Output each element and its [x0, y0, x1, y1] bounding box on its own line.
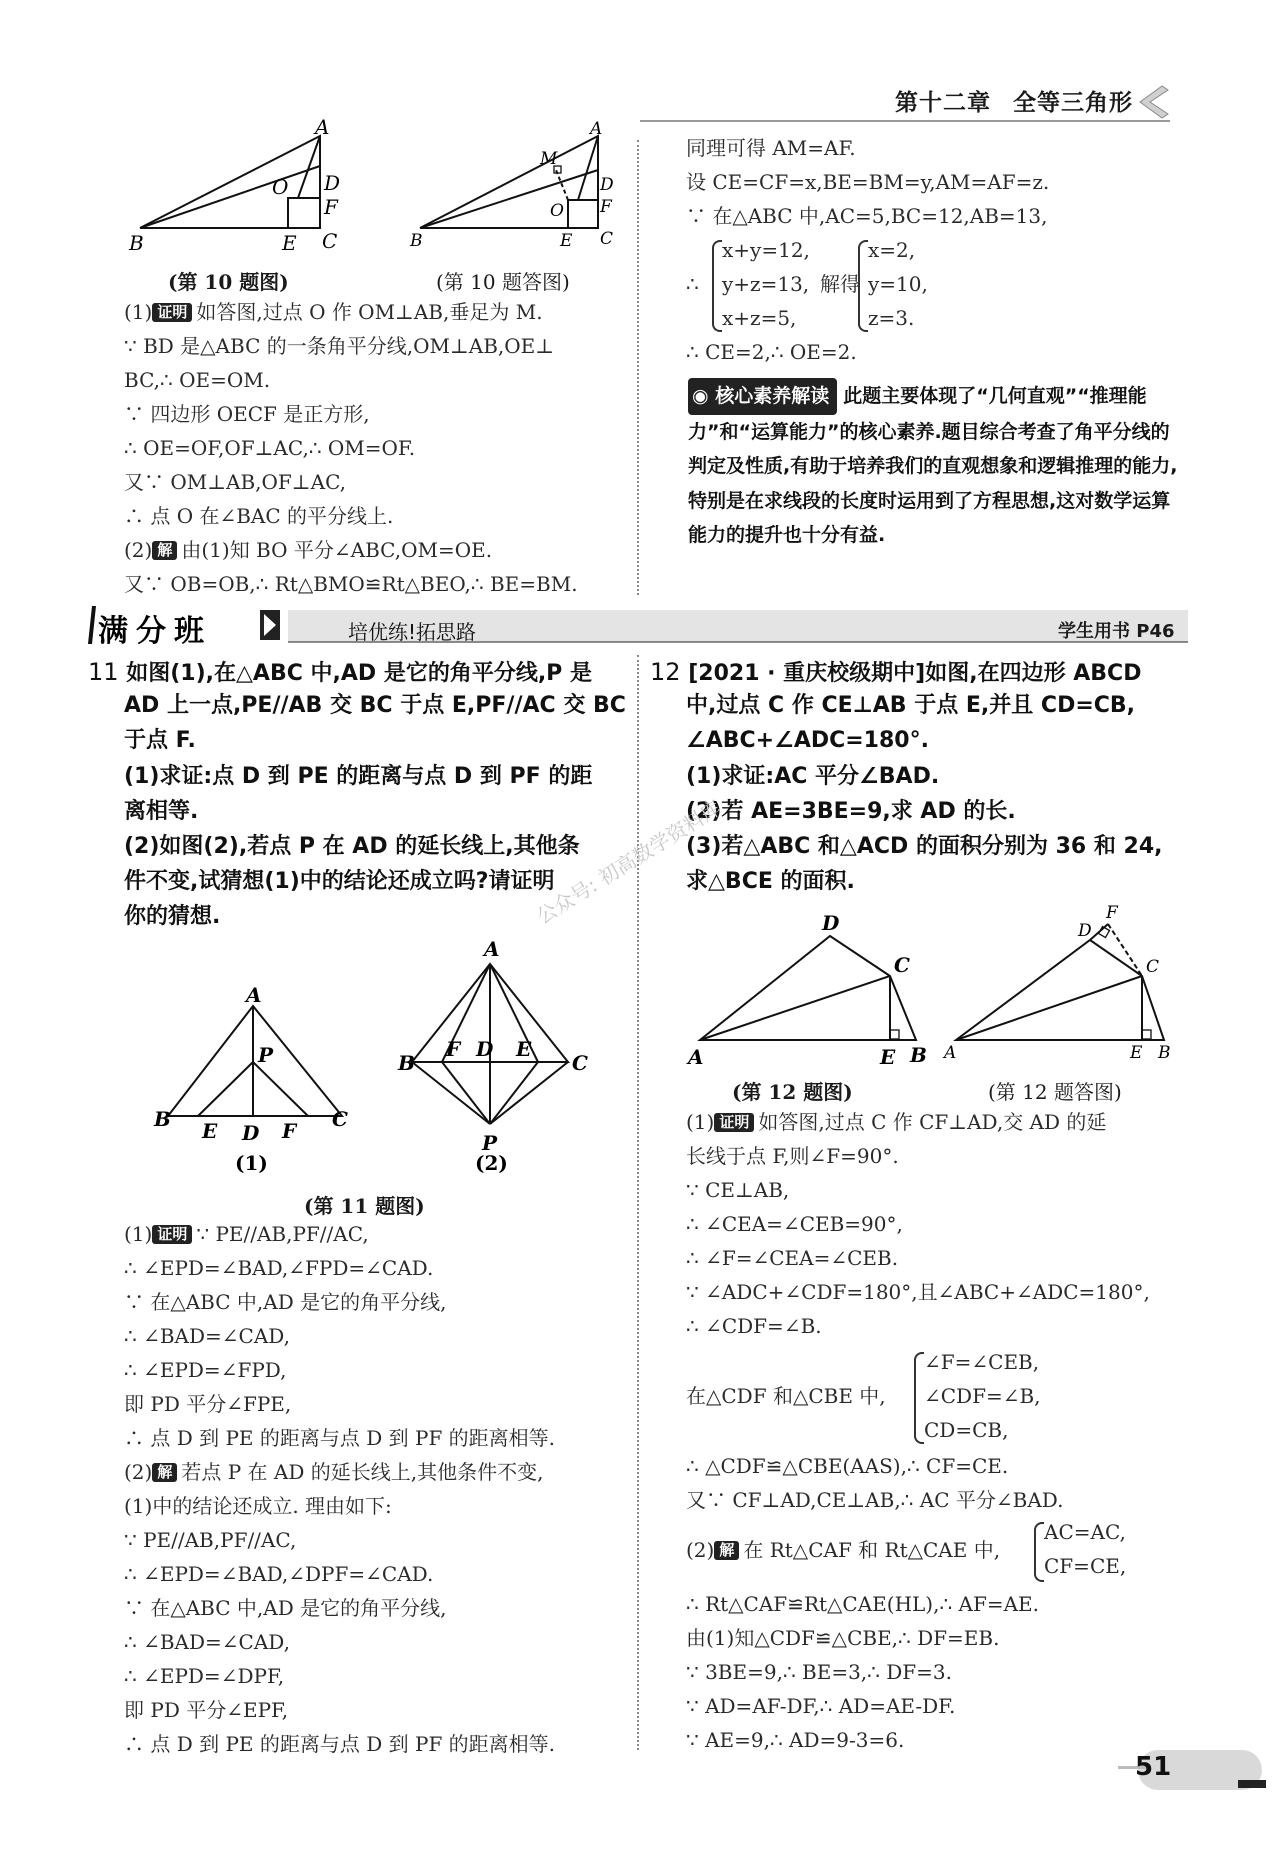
q12-part2-prefix: (2) 解 在 Rt△CAF 和 Rt△CAE 中, [686, 1538, 1001, 1562]
chapter-header [895, 84, 1133, 117]
f11-label-e: E [202, 1119, 218, 1143]
q12-sol-14: ∵ AE=9,∴ AD=9-3=6. [686, 1728, 905, 1752]
q12-sol-5: ∴ ∠F=∠CEA=∠CEB. [686, 1246, 899, 1270]
q12-line-3: ∠ABC+∠ADC=180°. [686, 728, 929, 753]
q10r-system-prefix: ∴ [686, 272, 699, 296]
q10-line-7: ∴ 点 O 在∠BAC 的平分线上. [124, 504, 394, 528]
q11-line-6: (2)如图(2),若点 P 在 AD 的延长线上,其他条 [124, 834, 580, 859]
fig11-sub2: (2) [475, 1151, 508, 1175]
f11-label-c: C [332, 1107, 348, 1131]
label-c: C [322, 229, 338, 253]
q11-line-2: AD 上一点,PE//AB 交 BC 于点 E,PF//AC 交 BC [124, 693, 626, 718]
q10r-line-2: 设 CE=CF=x,BE=BM=y,AM=AF=z. [686, 170, 1050, 194]
proof-tag: 证明 [152, 303, 192, 322]
q11-sol-9: (1)中的结论还成立. 理由如下: [124, 1494, 392, 1518]
header-rule [640, 120, 1170, 122]
q10r-res-3: z=3. [868, 306, 915, 330]
ans-label-e: E [560, 231, 573, 251]
q11-sol-3: ∵ 在△ABC 中,AD 是它的角平分线, [124, 1290, 447, 1314]
f11b-label-p: P [482, 1131, 498, 1155]
chapter-number: 第十二章 [895, 90, 991, 116]
f12b-label-b: B [1158, 1043, 1171, 1063]
q11-sol-5: ∴ ∠EPD=∠FPD, [124, 1358, 287, 1382]
label-f: F [324, 195, 338, 219]
label-o: O [272, 175, 289, 199]
f12-label-c: C [894, 953, 910, 977]
q10r-sys-2: y+z=13, [722, 272, 810, 296]
fig12-answer-caption: (第 12 题答图) [988, 1080, 1122, 1104]
q10-line-9: 又∵ OB=OB,∴ Rt△BMO≌Rt△BEO,∴ BE=BM. [124, 572, 578, 596]
fig10-caption: (第 10 题图) [168, 270, 289, 294]
ans-label-a: A [590, 119, 603, 139]
q12-cong-1: ∠F=∠CEB, [924, 1350, 1040, 1374]
q12-line-5: (2)若 AE=3BE=9,求 AD 的长. [686, 799, 1016, 824]
figure-12 [680, 900, 1190, 1070]
fig11-caption: (第 11 题图) [304, 1194, 425, 1218]
label-a: A [315, 115, 330, 139]
ans-label-b: B [410, 231, 423, 251]
solve-tag: 解 [152, 541, 177, 560]
fig11-sub1: (1) [235, 1151, 268, 1175]
q11-sol-7: ∴ 点 D 到 PE 的距离与点 D 到 PF 的距离相等. [124, 1426, 556, 1450]
label-e: E [282, 231, 297, 255]
q11-sol-11: ∴ ∠EPD=∠BAD,∠DPF=∠CAD. [124, 1562, 434, 1586]
f11-label-p: P [258, 1043, 274, 1067]
right-brace [858, 240, 868, 332]
q10-line-5: ∴ OE=OF,OF⊥AC,∴ OM=OF. [124, 436, 416, 460]
q12-sol-10: ∴ Rt△CAF≌Rt△CAE(HL),∴ AF=AE. [686, 1592, 1040, 1616]
q11-sol-8: (2) 解 若点 P 在 AD 的延长线上,其他条件不变, [124, 1460, 544, 1484]
q11-line-4: (1)求证:点 D 到 PE 的距离与点 D 到 PF 的距 [124, 764, 593, 789]
f11b-label-d: D [476, 1037, 494, 1061]
q12-congruence-prefix: 在△CDF 和△CBE 中, [686, 1384, 886, 1408]
congruence-brace [914, 1352, 924, 1444]
chevron-left-icon [1132, 82, 1172, 122]
core-literacy-text: 此题主要体现了“几何直观”“推理能力”和“运算能力”的核心素养.题目综合考查了角平分线的判定及性质,有助于培养我们的直观想象和逻辑推理的能力,特别是在求线段的长度时运用到了方程思想,这对数学运算能力的提升也十分有益. [688, 385, 1178, 546]
f11b-label-c: C [572, 1051, 588, 1075]
part2-brace [1034, 1522, 1044, 1582]
f12b-label-a: A [944, 1043, 957, 1063]
fig10-answer-caption: (第 10 题答图) [436, 270, 570, 294]
f11-label-d: D [242, 1121, 260, 1145]
q10r-final: ∴ CE=2,∴ OE=2. [686, 340, 857, 364]
q10-line-3: BC,∴ OE=OM. [124, 368, 271, 392]
q12-sol-6: ∵ ∠ADC+∠CDF=180°,且∠ABC+∠ADC=180°, [686, 1280, 1150, 1304]
q12-line-2: 中,过点 C 作 CE⊥AB 于点 E,并且 CD=CB, [686, 693, 1136, 718]
q10r-line-3: ∵ 在△ABC 中,AC=5,BC=12,AB=13, [686, 204, 1048, 228]
q10r-res-1: x=2, [868, 238, 916, 262]
page-number: 51 [1135, 1752, 1172, 1782]
f12-label-a: A [688, 1045, 704, 1069]
q12-line-7: 求△BCE 的面积. [686, 869, 855, 894]
chapter-title: 全等三角形 [1013, 90, 1133, 116]
ans-label-m: M [540, 149, 558, 169]
section-subtitle: 培优练!拓思路 [348, 620, 477, 644]
f12-label-d: D [822, 911, 840, 935]
q12-sol-3: ∵ CE⊥AB, [686, 1178, 790, 1202]
watermark: 公众号: 初高数学资料库 [532, 795, 726, 929]
label-d: D [324, 171, 341, 195]
f11b-label-a: A [484, 937, 500, 961]
f11-label-b: B [154, 1107, 171, 1131]
ans-label-o: O [550, 201, 564, 221]
f12-label-b: B [910, 1043, 927, 1067]
q11-line-5: 离相等. [124, 799, 199, 824]
q12-sol-8: ∴ △CDF≌△CBE(AAS),∴ CF=CE. [686, 1454, 1009, 1478]
section-title: 满分班 [98, 614, 212, 649]
q11-line-8: 你的猜想. [124, 904, 221, 929]
q11-sol-13: ∴ ∠BAD=∠CAD, [124, 1630, 290, 1654]
q10-line-6: 又∵ OM⊥AB,OF⊥AC, [124, 470, 347, 494]
q12-p2-sys-1: AC=AC, [1044, 1520, 1126, 1544]
q10r-line-1: 同理可得 AM=AF. [686, 136, 856, 160]
fig12-caption: (第 12 题图) [732, 1080, 853, 1104]
f11b-label-f: F [446, 1037, 461, 1061]
q10-line-1: (1) 证明 如答图,过点 O 作 OM⊥AB,垂足为 M. [124, 300, 543, 324]
f11b-label-b: B [398, 1051, 415, 1075]
q10r-sys-3: x+z=5, [722, 306, 797, 330]
core-literacy-tag: ◉ 核心素养解读 [688, 378, 837, 415]
q11-line-7: 件不变,试猜想(1)中的结论还成立吗?请证明 [124, 869, 555, 894]
f12-label-e: E [880, 1045, 896, 1069]
q10r-system-mid: 解得 [820, 272, 860, 296]
f12b-label-c: C [1146, 957, 1160, 977]
f11-label-f: F [282, 1119, 297, 1143]
f11-label-a: A [246, 983, 262, 1007]
q11-line-1: 11 如图(1),在△ABC 中,AD 是它的角平分线,P 是 [88, 658, 592, 686]
section-band [88, 604, 1188, 646]
q12-sol-7: ∴ ∠CDF=∠B. [686, 1314, 822, 1338]
ans-label-d: D [600, 175, 614, 195]
q12-sol-13: ∵ AD=AF-DF,∴ AD=AE-DF. [686, 1694, 956, 1718]
q11-sol-15: 即 PD 平分∠EPF, [124, 1698, 289, 1722]
q10-line-4: ∵ 四边形 OECF 是正方形, [124, 402, 370, 426]
f12b-label-f: F [1106, 903, 1118, 923]
q11-line-3: 于点 F. [124, 728, 196, 753]
f11b-label-e: E [516, 1037, 532, 1061]
q12-line-1: 12 [2021 · 重庆校级期中]如图,在四边形 ABCD [650, 658, 1142, 686]
q12-sol-11: 由(1)知△CDF≌△CBE,∴ DF=EB. [686, 1626, 1000, 1650]
q11-sol-10: ∵ PE//AB,PF//AC, [124, 1528, 297, 1552]
q11-sol-1: (1) 证明 ∵ PE//AB,PF//AC, [124, 1222, 369, 1246]
q12-cong-2: ∠CDF=∠B, [924, 1384, 1041, 1408]
q11-sol-16: ∴ 点 D 到 PE 的距离与点 D 到 PF 的距离相等. [124, 1732, 556, 1756]
column-divider-bottom [637, 655, 639, 1750]
q12-p2-sys-2: CF=CE, [1044, 1554, 1127, 1578]
q11-sol-12: ∵ 在△ABC 中,AD 是它的角平分线, [124, 1596, 447, 1620]
label-b: B [129, 231, 144, 255]
f12b-label-d: D [1078, 921, 1092, 941]
ans-label-c: C [600, 229, 614, 249]
q10-line-2: ∵ BD 是△ABC 的一条角平分线,OM⊥AB,OE⊥ [124, 334, 555, 358]
q12-sol-12: ∵ 3BE=9,∴ BE=3,∴ DF=3. [686, 1660, 952, 1684]
left-brace [712, 240, 722, 332]
section-ref: 学生用书 P46 [1058, 621, 1175, 642]
q11-sol-14: ∴ ∠EPD=∠DPF, [124, 1664, 285, 1688]
q12-sol-2: 长线于点 F,则∠F=90°. [686, 1144, 899, 1168]
q10r-res-2: y=10, [868, 272, 928, 296]
q11-sol-6: 即 PD 平分∠FPE, [124, 1392, 292, 1416]
q11-sol-2: ∴ ∠EPD=∠BAD,∠FPD=∠CAD. [124, 1256, 434, 1280]
q12-cong-3: CD=CB, [924, 1418, 1009, 1442]
f12b-label-e: E [1130, 1043, 1143, 1063]
q12-sol-4: ∴ ∠CEA=∠CEB=90°, [686, 1212, 903, 1236]
q12-sol-9: 又∵ CF⊥AD,CE⊥AB,∴ AC 平分∠BAD. [686, 1488, 1064, 1512]
q12-line-6: (3)若△ABC 和△ACD 的面积分别为 36 和 24, [686, 834, 1163, 859]
ans-label-f: F [600, 197, 612, 217]
q12-line-4: (1)求证:AC 平分∠BAD. [686, 764, 940, 789]
core-literacy-note [688, 378, 1178, 553]
q12-sol-1: (1) 证明 如答图,过点 C 作 CF⊥AD,交 AD 的延 [686, 1110, 1107, 1134]
figure-11 [150, 930, 600, 1180]
q10r-sys-1: x+y=12, [722, 238, 810, 262]
q11-sol-4: ∴ ∠BAD=∠CAD, [124, 1324, 290, 1348]
q10-line-8: (2) 解 由(1)知 BO 平分∠ABC,OM=OE. [124, 538, 493, 562]
